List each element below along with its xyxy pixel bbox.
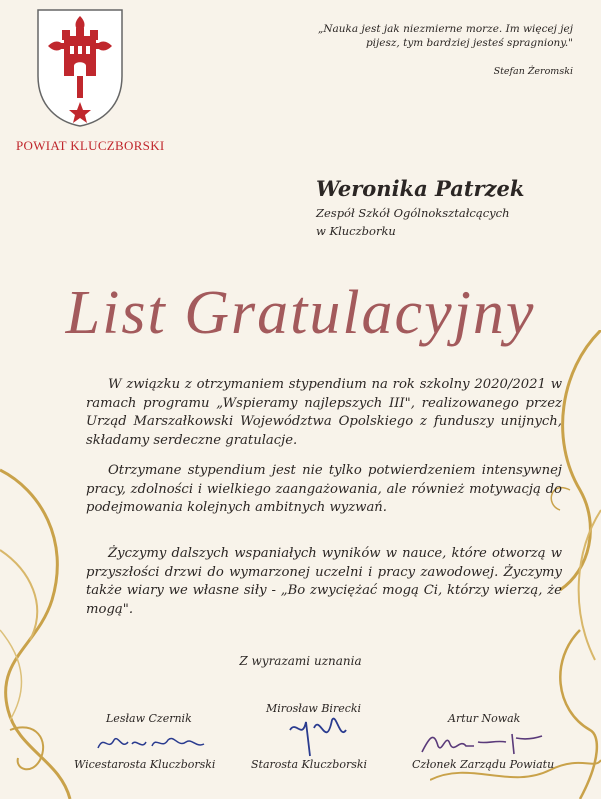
county-name: POWIAT KLUCZBORSKI — [16, 138, 165, 153]
signatory-2-name: Mirosław Birecki — [266, 702, 362, 715]
signature-3-icon — [416, 724, 546, 758]
body-paragraph-2: Otrzymane stypendium jest nie tylko potwierdzeniem intensywnej pracy, zdolności i wielkiego zaangażowania, ale również motywacją do podejmowania kolejnych ambitnych wyzwań. — [86, 463, 562, 515]
signatory-3-name: Artur Nowak — [448, 712, 521, 725]
coat-of-arms-icon — [34, 6, 126, 128]
document-title: List Gratulacyjny — [65, 279, 536, 347]
signatory-3-role: Członek Zarządu Powiatu — [412, 758, 555, 771]
school-name-line1: Zespół Szkół Ogólnokształcących — [316, 206, 510, 220]
signature-2-icon — [286, 710, 356, 758]
recipient-name: Weronika Patrzek — [316, 176, 525, 201]
signatory-1-role: Wicestarosta Kluczborski — [74, 758, 216, 771]
body-paragraph-3: Życzymy dalszych wspaniałych wyników w nauce, które otworzą w przyszłości drzwi do wymarzonej uczelni i pracy zawodowej. Życzymy także wiary we własne siły - „Bo zwyciężać mogą Ci, którzy wierzą, że mogą". — [86, 546, 562, 617]
school-name-line2: w Kluczborku — [316, 224, 396, 238]
body-paragraph-1: W związku z otrzymaniem stypendium na rok szkolny 2020/2021 w ramach programu „Wspieramy najlepszych III", realizowanego przez Urząd Marszałkowski Województwa Opolskiego z funduszy unijnych, składamy serdeczne gratulacje. — [86, 377, 562, 448]
closing-line: Z wyrazami uznania — [239, 654, 362, 668]
quote-author: Stefan Żeromski — [493, 66, 573, 77]
signature-1-icon — [96, 730, 216, 756]
signatory-1-name: Lesław Czernik — [106, 712, 192, 725]
quote-text: „Nauka jest jak niezmierne morze. Im więcej jej pijesz, tym bardziej jesteś spragniony." — [317, 23, 573, 49]
signatory-2-role: Starosta Kluczborski — [251, 758, 368, 771]
